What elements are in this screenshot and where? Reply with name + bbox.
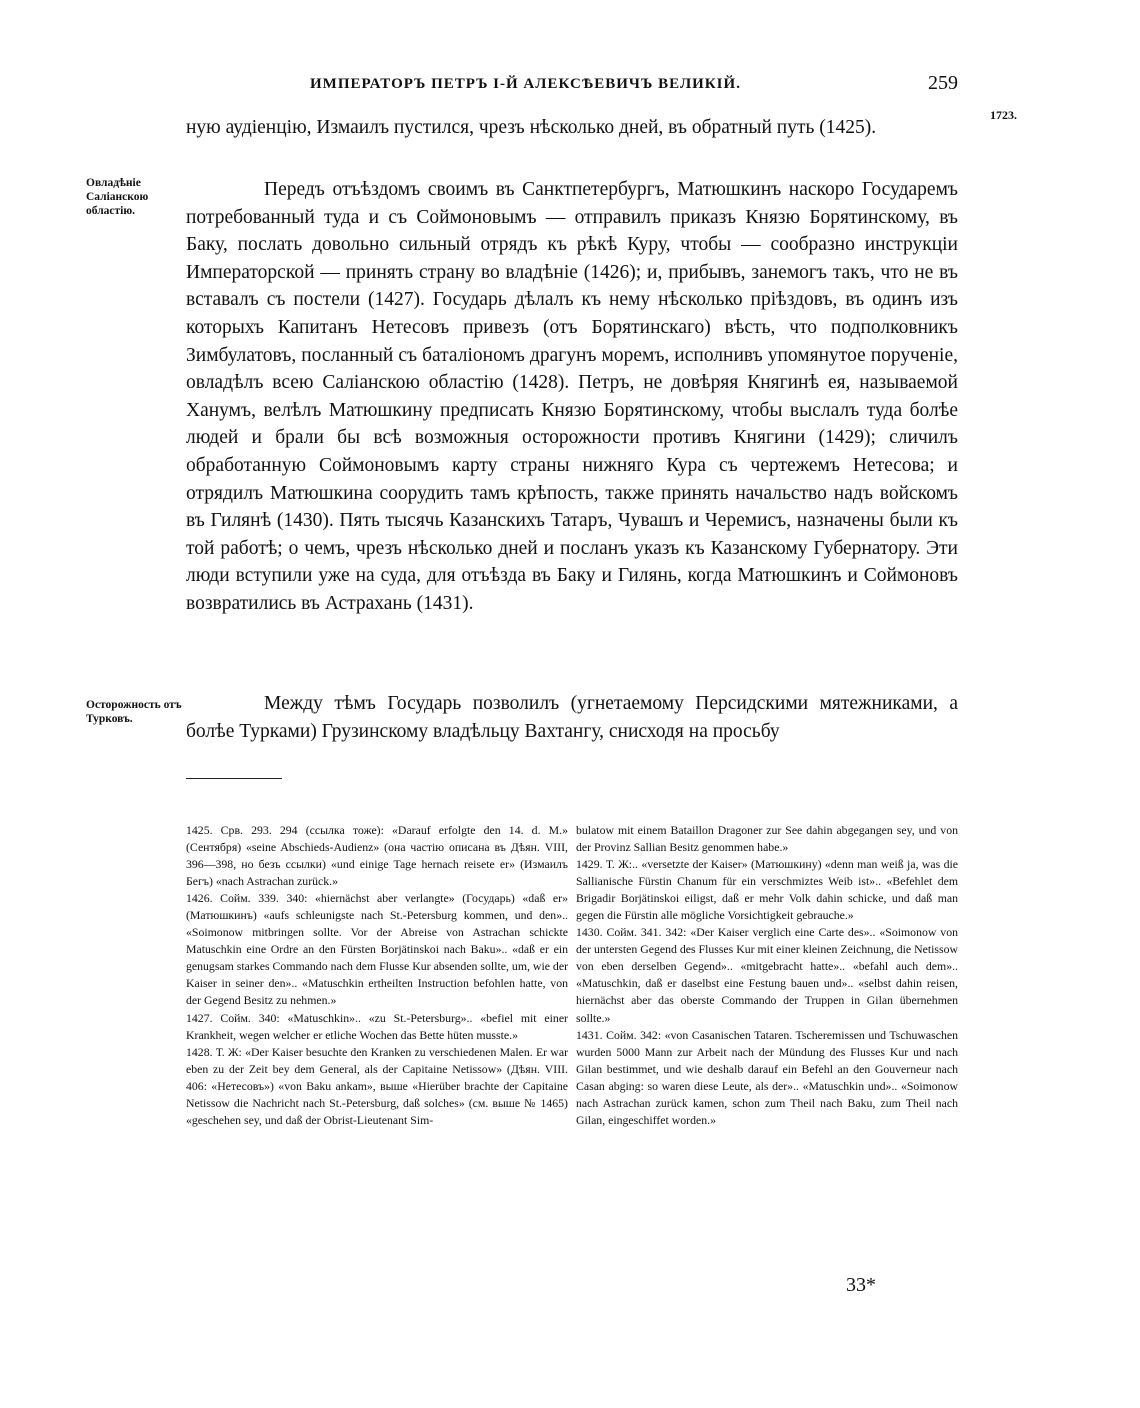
page-number: 259 (928, 72, 958, 94)
footnotes-left-column (186, 822, 568, 1129)
margin-note-salian: Овладѣніе Саліанскою областію. (86, 177, 149, 217)
footnote-1429: 1429. Т. Ж:.. «versetzte der Kaiser» (Матюшкину) «denn man weiß ja, was die Sallianische Fürstin Chanum für ein verschmiztes Weib ist».. «Befehlet dem Brigadir Borjätinskoi eiligst, daß er mehr Volk dahin schicke, und daß man gegen die Fürstin alle mögliche Vorsichtigkeit gebrauche.» (576, 857, 958, 923)
footnote-1427: 1427. Сойм. 340: «Matuschkin».. «zu St.-Petersburg».. «befiel mit einer Krankheit, wegen welcher er etliche Wochen das Bette hüten musste.» (186, 1010, 568, 1042)
footnote-1425: 1425. Срв. 293. 294 (ссылка тоже): «Darauf erfolgte den 14. d. M.» (Сентября) «seine Abschieds-Audienz» (она частію описана въ Дѣян. VIII, 396—398, но безъ ссылки) «und einige Tage hernach reisete er» (Измаилъ Бегъ) «nach Astrachan zurück.» (186, 823, 568, 889)
footnote-1431: 1431. Сойм. 342: «von Casanischen Tataren. Tscheremissen und Tschuwaschen wurden 5000 Mann zur Arbeit nach der Mündung des Flusses Kur und nach Gilan bestimmet, und wie deshalb darauf ein Befehl an den Gouverneur nach Casan abging: so waren diese Leute, als der».. «Matuschkin und».. «Soimonow nach Astrachan zurück kamen, schon zum Theil nach Baku, zum Theil nach Gilan, eingeschiffet worden.» (576, 1027, 958, 1127)
paragraph-2: Передъ отъѣздомъ своимъ въ Санктпетербургъ, Матюшкинъ наскоро Государемъ потребованный туда и съ Соймоновымъ — отправилъ приказъ Князю Борятинскому, въ Баку, послать довольно сильный отрядъ къ рѣкѣ Куру, чтобы — сообразно инструкціи Императорской — принять страну во владѣніе (1426); и, прибывъ, занемогъ такъ, что не въ вставалъ съ постели (1427). Государь дѣлалъ къ нему нѣсколько пріѣздовъ, въ одинъ изъ которыхъ Капитанъ Нетесовъ привезъ (отъ Борятинскаго) вѣсть, что подполковникъ Зимбулатовъ, посланный съ баталіономъ драгунъ моремъ, исполнивъ упомянутое порученіе, овладѣлъ всею Саліанскою областію (1428). Петръ, не довѣряя Княгинѣ ея, называемой Ханумъ, велѣлъ Матюшкину предписать Князю Борятинскому, чтобы выслалъ туда болѣе людей и брали бы всѣ возможныя осторожности противъ Княгини (1429); сличилъ обработанную Соймоновымъ карту страны нижняго Кура съ чертежемъ Нетесова; и отрядилъ Матюшкина соорудить тамъ крѣпость, также принять начальство надъ войскомъ въ Гилянѣ (1430). Пять тысячь Казанскихъ Татаръ, Чувашъ и Черемисъ, назначены были къ той работѣ; о чемъ, чрезъ нѣсколько дней и посланъ указъ къ Казанскому Губернатору. Эти люди вступили уже на суда, для отъѣзда въ Баку и Гилянь, когда Матюшкинъ и Соймоновъ возвратились въ Астрахань (1431). (186, 179, 958, 614)
footnote-1426: 1426. Сойм. 339. 340: «hiernächst aber verlangte» (Государь) «daß er» (Матюшкинъ) «aufs schleunigste nach St.-Petersburg kommen, und den».. «Soimonow mitbringen sollte. Vor der Abreise von Astrachan schickte Matuschkin eine Ordre an den Fürsten Borjätinskoi nach Baku».. «daß er ein genugsam starkes Commando nach dem Flusse Kur absenden sollte, um, wie der Kaiser in seiner den».. «Matuschkin ertheilten Instruction befohlen hatte, von der Gegend Besitz zu nehmen.» (186, 891, 568, 1008)
signature-mark: 33* (846, 1274, 876, 1296)
footnote-rule (186, 778, 282, 779)
margin-year: 1723. (990, 108, 1017, 122)
footnote-1428-cont: bulatow mit einem Bataillon Dragoner zur See dahin abgegangen sey, und von der Provinz Sallian Besitz genommen habe.» (576, 823, 958, 855)
paragraph-3: Между тѣмъ Государь позволилъ (угнетаемому Персидскими мятежниками, а болѣе Турками) Грузинскому владѣльцу Вахтангу, снисходя на просьбу (186, 693, 958, 742)
paragraph-main-block (186, 176, 958, 618)
paragraph-continuation (186, 114, 958, 142)
paragraph-final-block (186, 690, 958, 745)
paragraph-1: ную аудіенцію, Измаилъ пустился, чрезъ нѣсколько дней, въ обратный путь (1425). (186, 117, 877, 138)
running-header (300, 72, 990, 102)
running-title: ИМПЕРАТОРЪ ПЕТРЪ I-Й АЛЕКСѢЕВИЧЪ ВЕЛИКІЙ. (310, 76, 741, 92)
footnotes-right-column (576, 822, 958, 1129)
margin-note-turks: Осторожность отъ Турковъ. (86, 699, 182, 725)
footnote-1428: 1428. Т. Ж: «Der Kaiser besuchte den Kranken zu verschiedenen Malen. Er war eben zu der Zeit bey dem General, als der Capitaine Netissow» (Дѣян. VIII. 406: «Нетесовъ») «von Baku ankam», выше «Hierüber brachte der Capitaine Netissow die Nachricht nach St.-Petersburg, daß solches» (см. выше № 1465) «geschehen sey, und daß der Obrist-Lieutenant Sim- (186, 1044, 568, 1127)
footnote-1430: 1430. Сойм. 341. 342: «Der Kaiser verglich eine Carte des».. «Soimonow von der untersten Gegend des Flusses Kur mit einer kleinen Zeichnung, die Netissow von eben derselben Gegend».. «mitgebracht hatte».. «befahl auch dem».. «Matuschkin, daß er daselbst eine Festung bauen und».. «selbst dahin reisen, hiernächst aber das oberste Commando der Truppen in Gilan übernehmen sollte.» (576, 925, 958, 1025)
